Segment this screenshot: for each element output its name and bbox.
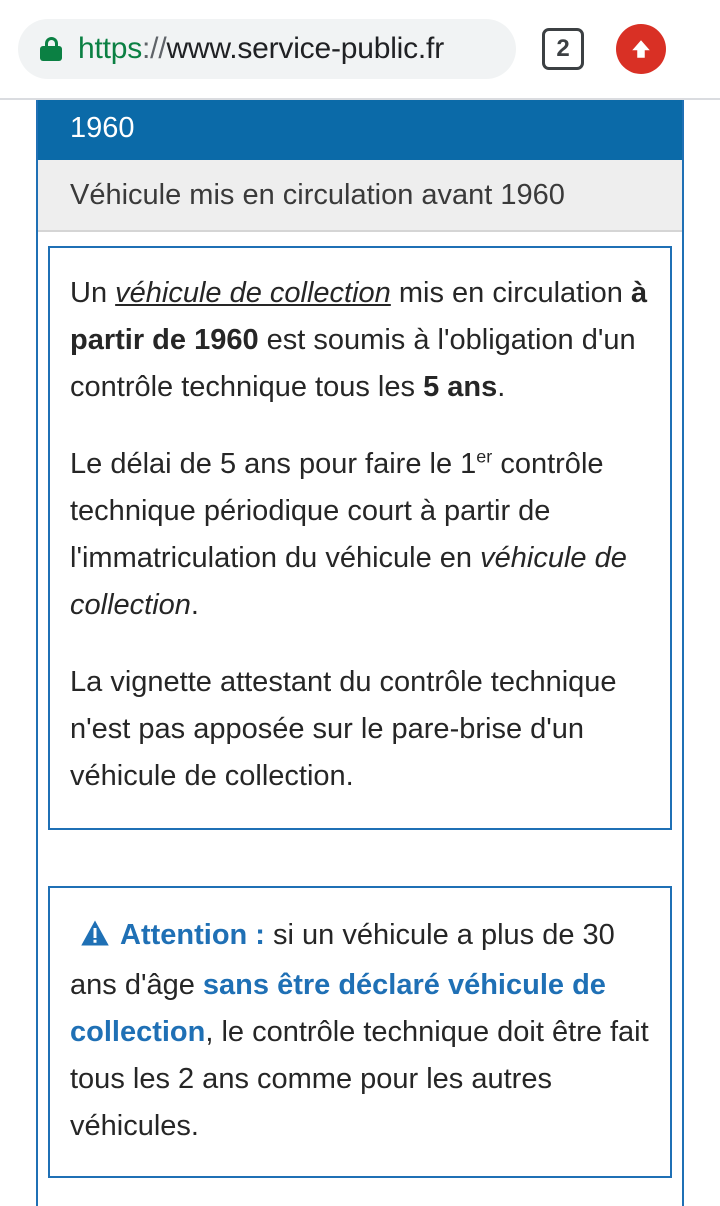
p2-part3: . — [190, 588, 199, 621]
p2-emphasis-1: véhicule de collection — [70, 541, 627, 621]
url-text — [78, 32, 444, 66]
tab-avant-1960-label: Véhicule mis en circulation avant 1960 — [70, 178, 565, 211]
warning-triangle-icon — [80, 915, 110, 962]
p1-part1: Un — [70, 277, 116, 309]
tab-1960[interactable] — [38, 100, 682, 160]
paragraph-3: La vignette attestant du contrôle technique n'est pas apposée sur le pare-brise d'un véhicule de collection. — [70, 665, 617, 792]
notice-highlight: sans être déclaré véhicule de collection — [70, 968, 606, 1048]
attention-notice — [48, 886, 672, 1178]
p2-part1: Le délai de 5 ans pour faire le 1 — [70, 447, 477, 480]
p1-part4: . — [497, 370, 506, 403]
browser-toolbar — [0, 0, 720, 98]
p2-superscript: er — [476, 446, 493, 467]
p1-part3: est soumis à l'obligation d'un contrôle technique tous les — [70, 323, 636, 403]
page-content — [0, 100, 720, 1206]
info-panel — [48, 246, 672, 830]
url-separator: :// — [142, 32, 167, 65]
update-button[interactable] — [616, 24, 666, 74]
url-scheme: https — [78, 32, 143, 65]
tab-count-button[interactable] — [542, 28, 584, 70]
upload-arrow-icon — [626, 34, 656, 64]
p2-part2: contrôle technique périodique court à partir de l'immatriculation du véhicule en — [70, 447, 604, 574]
notice-text — [70, 912, 650, 1150]
tab-avant-1960[interactable] — [38, 160, 682, 232]
p1-part2: mis en circulation — [390, 277, 631, 309]
p1-emphasis-1: véhicule de collection — [115, 277, 391, 309]
paragraph-1 — [70, 270, 650, 411]
lock-icon — [40, 37, 62, 61]
paragraph-2 — [70, 441, 650, 629]
address-bar[interactable] — [18, 19, 516, 79]
p1-strong-1: à partir de 1960 — [70, 277, 648, 356]
notice-part1: si un véhicule a plus de 30 ans d'âge — [70, 918, 615, 1001]
notice-lead: Attention : — [120, 918, 265, 951]
p1-strong-2: 5 ans — [423, 370, 498, 403]
tab-1960-label: 1960 — [70, 111, 135, 144]
url-host: www.service-public.fr — [166, 32, 444, 65]
notice-part2: , le contrôle technique doit être fait tous les 2 ans comme pour les autres véhicules. — [70, 1015, 649, 1142]
content-frame — [36, 100, 684, 1206]
tab-count-label: 2 — [556, 35, 570, 62]
